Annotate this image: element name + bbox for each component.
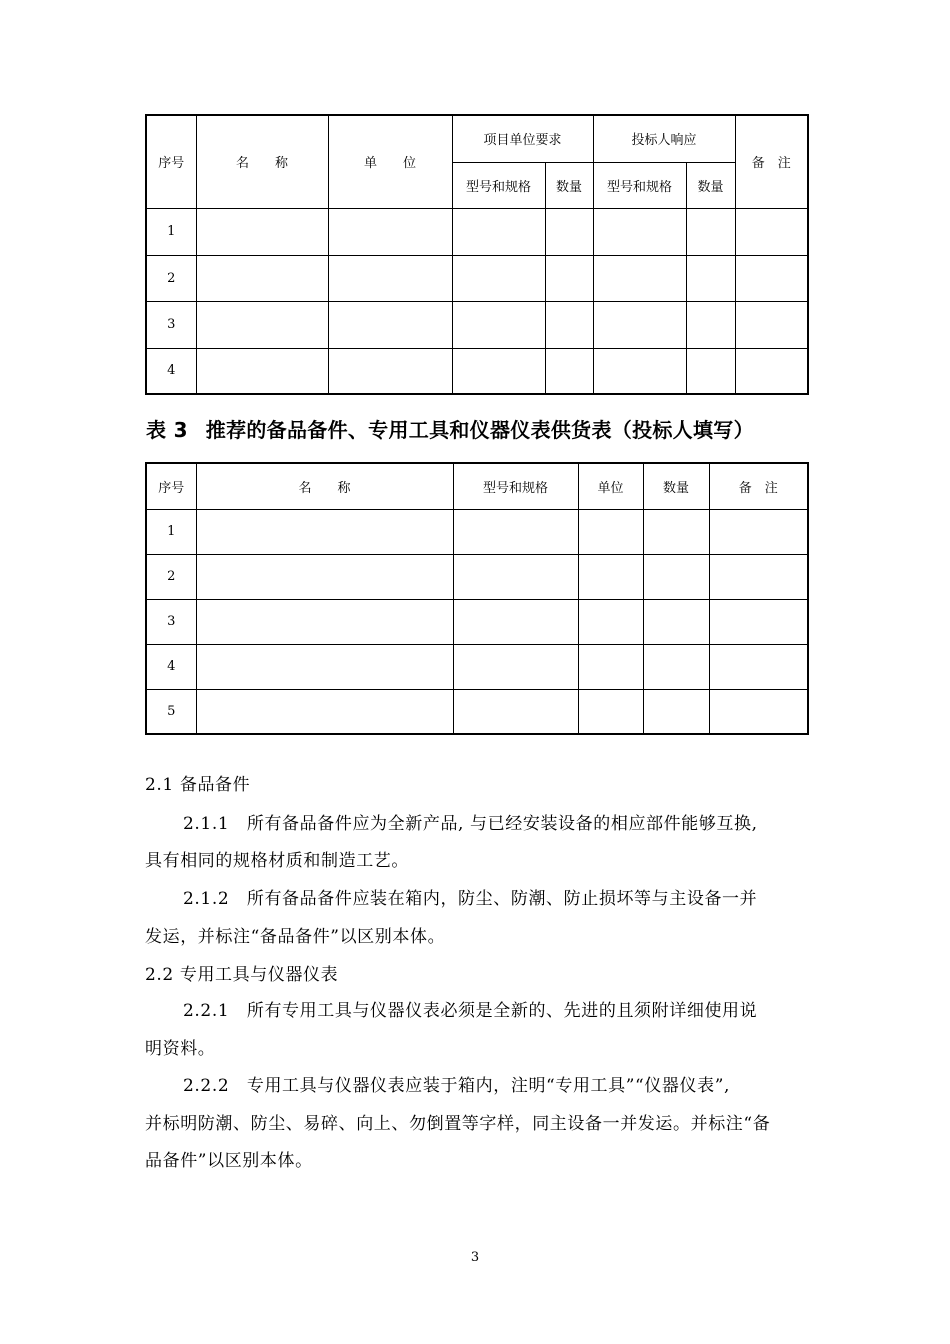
section-heading-2-2: 2.2 专用工具与仪器仪表 — [145, 965, 339, 985]
header-model-spec: 型号和规格 — [453, 463, 578, 509]
header-bidder-response: 投标人响应 — [593, 115, 735, 162]
paragraph-line: 具有相同的规格材质和制造工艺。 — [145, 851, 409, 871]
table-row — [146, 599, 808, 644]
header-name: 名 称 — [196, 115, 328, 208]
table-row — [146, 554, 808, 599]
table-row — [146, 348, 808, 394]
paragraph-line: 2.1.1 所有备品备件应为全新产品, 与已经安装设备的相应部件能够互换, — [183, 814, 758, 834]
header-seq: 序号 — [146, 115, 196, 208]
header-name: 名 称 — [196, 463, 453, 509]
row-seq: 4 — [146, 348, 196, 394]
table-row — [146, 208, 808, 255]
table-2 — [145, 114, 809, 395]
page-number: 3 — [470, 1250, 480, 1265]
paragraph-line: 明资料。 — [145, 1039, 216, 1059]
header-seq: 序号 — [146, 463, 196, 509]
row-seq: 5 — [146, 689, 196, 734]
paragraph-line: 2.2.2 专用工具与仪器仪表应装于箱内，注明“专用工具”“仪器仪表”, — [183, 1076, 731, 1096]
header-remark: 备 注 — [735, 115, 808, 208]
table-3 — [145, 462, 809, 735]
header-quantity: 数量 — [643, 463, 709, 509]
paragraph-line: 并标明防潮、防尘、易碎、向上、勿倒置等字样，同主设备一并发运。并标注“备 — [145, 1114, 771, 1134]
header-model-spec: 型号和规格 — [593, 162, 686, 208]
row-seq: 1 — [146, 208, 196, 255]
paragraph-line: 发运，并标注“备品备件”以区别本体。 — [145, 927, 446, 947]
table-row — [146, 689, 808, 734]
paragraph-line: 品备件”以区别本体。 — [145, 1151, 313, 1171]
row-seq: 2 — [146, 255, 196, 301]
row-seq: 3 — [146, 301, 196, 348]
header-model-spec: 型号和规格 — [452, 162, 545, 208]
table-row — [146, 301, 808, 348]
table-row — [146, 255, 808, 301]
header-unit: 单位 — [578, 463, 643, 509]
table-row — [146, 509, 808, 554]
table-row — [146, 644, 808, 689]
paragraph-line: 2.2.1 所有专用工具与仪器仪表必须是全新的、先进的且须附详细使用说 — [183, 1001, 758, 1021]
header-remark: 备 注 — [709, 463, 808, 509]
paragraph-line: 2.1.2 所有备品备件应装在箱内，防尘、防潮、防止损坏等与主设备一并 — [183, 889, 758, 909]
header-project-requirement: 项目单位要求 — [452, 115, 593, 162]
header-unit: 单 位 — [328, 115, 452, 208]
row-seq: 1 — [146, 509, 196, 554]
header-quantity: 数量 — [686, 162, 735, 208]
section-heading-2-1: 2.1 备品备件 — [145, 775, 251, 795]
row-seq: 3 — [146, 599, 196, 644]
table-3-caption — [146, 414, 754, 443]
row-seq: 2 — [146, 554, 196, 599]
caption-number: 表 3 — [146, 418, 188, 442]
row-seq: 4 — [146, 644, 196, 689]
header-quantity: 数量 — [545, 162, 593, 208]
caption-text: 推荐的备品备件、专用工具和仪器仪表供货表（投标人填写） — [205, 418, 754, 442]
